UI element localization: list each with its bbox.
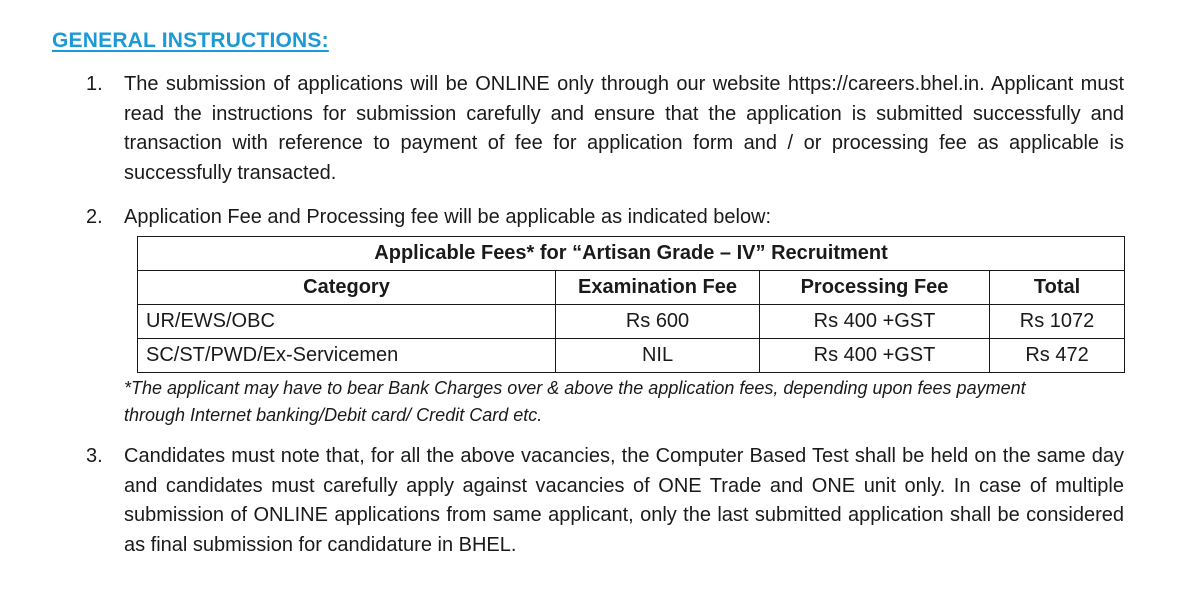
fee-table (137, 236, 1125, 373)
total-cell: Rs 472 (990, 339, 1125, 373)
section-heading: GENERAL INSTRUCTIONS: (52, 29, 329, 52)
item-number: 1. (86, 73, 103, 95)
table-row (138, 339, 1125, 373)
examination-fee-cell: Rs 600 (556, 305, 760, 339)
processing-fee-cell: Rs 400 +GST (760, 339, 990, 373)
total-cell: Rs 1072 (990, 305, 1125, 339)
table-row (138, 305, 1125, 339)
instruction-text: The submission of applications will be ONLINE only through our website https://careers.bhel.in. Applicant must read the instructions for submission carefully and ensure that the application is submitted successfully and transaction with reference to payment of fee for application form and / or processing fee as applicable is successfully transacted. (124, 73, 1124, 184)
processing-fee-cell: Rs 400 +GST (760, 305, 990, 339)
category-cell: SC/ST/PWD/Ex-Servicemen (138, 339, 556, 373)
item-number: 3. (86, 445, 103, 467)
fee-table-header-row (138, 271, 1125, 305)
instruction-item-1 (86, 70, 1124, 188)
column-header-category: Category (138, 271, 556, 305)
column-header-total: Total (990, 271, 1125, 305)
instruction-item-2 (86, 203, 1124, 233)
category-cell: UR/EWS/OBC (138, 305, 556, 339)
instruction-item-3 (86, 442, 1124, 560)
fee-footnote: *The applicant may have to bear Bank Charges over & above the application fees, depending upon fees payment through Internet banking/Debit card/ Credit Card etc. (124, 378, 1026, 425)
examination-fee-cell: NIL (556, 339, 760, 373)
fee-table-caption: Applicable Fees* for “Artisan Grade – IV” Recruitment (138, 237, 1125, 271)
item-number: 2. (86, 206, 103, 228)
instruction-text: Candidates must note that, for all the above vacancies, the Computer Based Test shall be held on the same day and candidates must carefully apply against vacancies of ONE Trade and ONE unit only. In case of multiple submission of ONLINE applications from same applicant, only the last submitted application shall be considered as final submission for candidature in BHEL. (124, 445, 1124, 556)
column-header-processing-fee: Processing Fee (760, 271, 990, 305)
instruction-text: Application Fee and Processing fee will be applicable as indicated below: (124, 206, 772, 228)
column-header-examination-fee: Examination Fee (556, 271, 760, 305)
